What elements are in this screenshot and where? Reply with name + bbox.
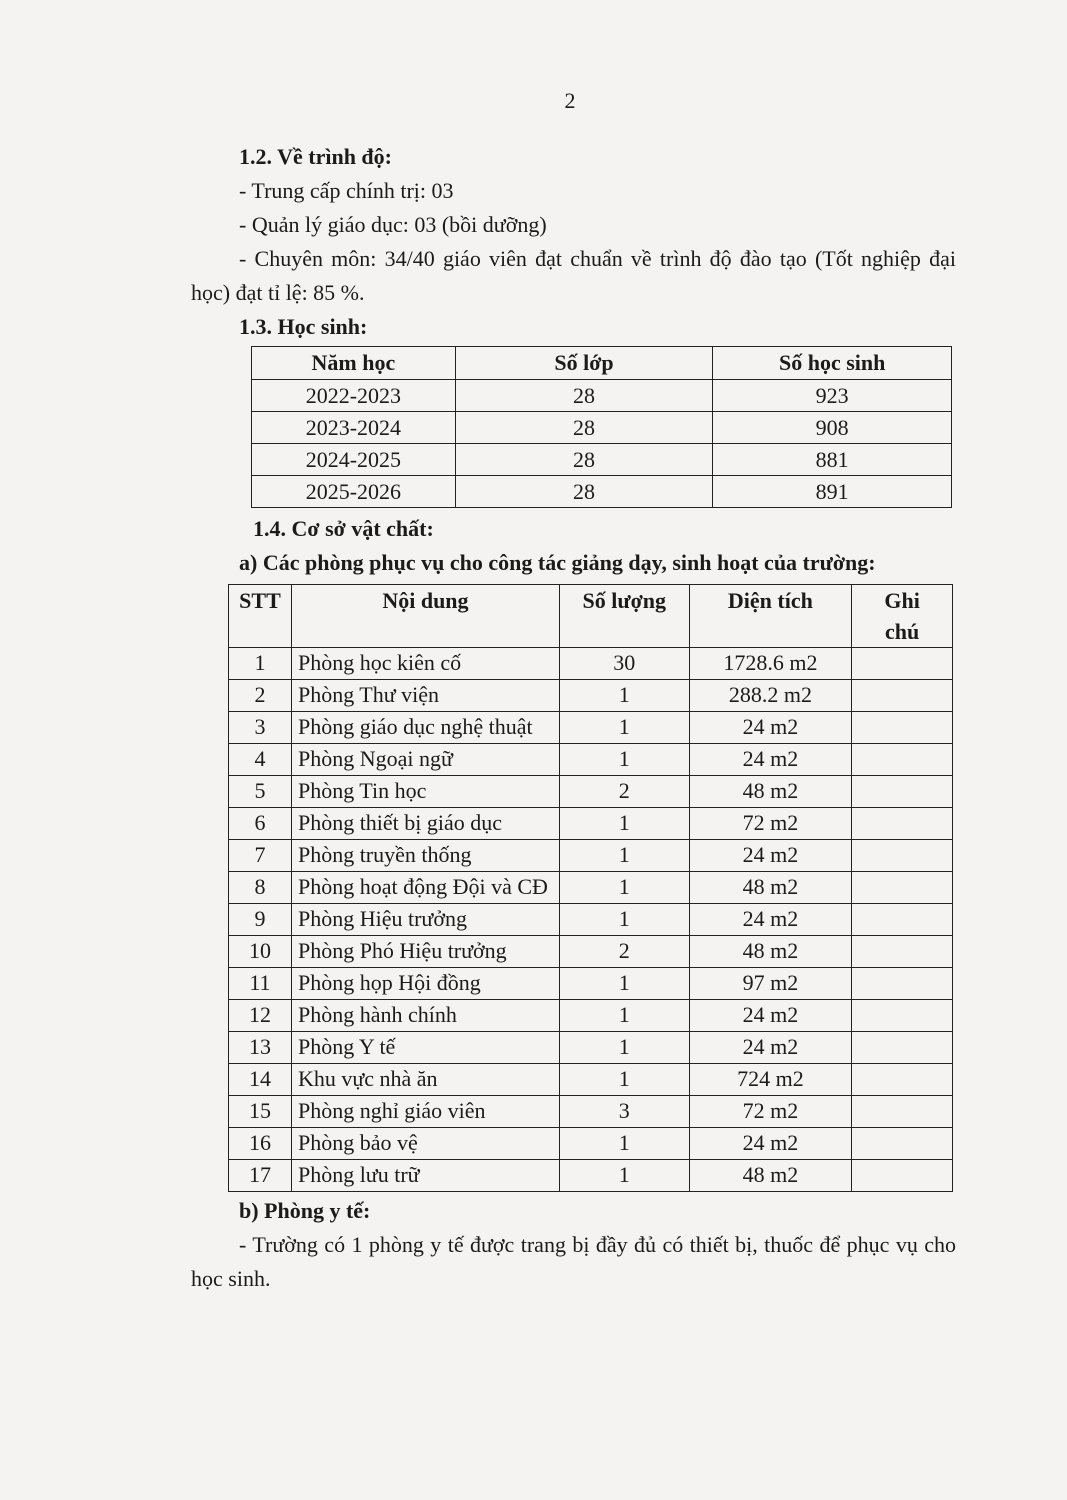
table-cell: 8	[229, 872, 292, 904]
qualification-line-3: - Chuyên môn: 34/40 giáo viên đạt chuẩn về trình độ đào tạo (Tốt nghiệp đại học) đạt tỉ lệ: 85 %.	[191, 246, 956, 305]
qualification-heading: 1.2. Về trình độ:	[239, 144, 392, 169]
table-cell	[852, 872, 953, 904]
table-cell: Phòng Thư viện	[291, 680, 559, 712]
table-cell: 1	[559, 1064, 689, 1096]
table-row	[229, 744, 953, 776]
table-cell: Phòng Phó Hiệu trưởng	[291, 936, 559, 968]
table-row	[229, 840, 953, 872]
table-cell: 724 m2	[689, 1064, 852, 1096]
table-cell: 1	[559, 1032, 689, 1064]
table-cell: 72 m2	[689, 1096, 852, 1128]
table-cell: 72 m2	[689, 808, 852, 840]
table-row	[229, 712, 953, 744]
table-cell: 10	[229, 936, 292, 968]
table-row	[252, 476, 952, 508]
table-cell: 3	[559, 1096, 689, 1128]
table-cell: 24 m2	[689, 744, 852, 776]
table-row	[229, 808, 953, 840]
table-cell: 2	[559, 936, 689, 968]
table-cell: Phòng giáo dục nghệ thuật	[291, 712, 559, 744]
table-cell	[852, 680, 953, 712]
table-cell: 24 m2	[689, 904, 852, 936]
table-cell: 1	[559, 808, 689, 840]
table-cell: 14	[229, 1064, 292, 1096]
table-cell: 12	[229, 1000, 292, 1032]
table-cell: 1	[559, 1000, 689, 1032]
table-cell: 24 m2	[689, 712, 852, 744]
table-cell: 1	[559, 1160, 689, 1192]
table-cell: 24 m2	[689, 840, 852, 872]
table-row	[252, 444, 952, 476]
table-row	[229, 648, 953, 680]
qualification-line-1: - Trung cấp chính trị: 03	[239, 178, 454, 203]
column-header: Nội dung	[291, 585, 559, 648]
table-row	[229, 904, 953, 936]
table-cell: Phòng bảo vệ	[291, 1128, 559, 1160]
column-header-text: Ghi chú	[884, 588, 920, 644]
table-cell: 15	[229, 1096, 292, 1128]
table-cell: 908	[713, 412, 952, 444]
table-cell: 24 m2	[689, 1128, 852, 1160]
table-cell: 97 m2	[689, 968, 852, 1000]
table-cell: 48 m2	[689, 1160, 852, 1192]
table-cell: 2024-2025	[252, 444, 456, 476]
table-row	[229, 1032, 953, 1064]
table-cell: Phòng Ngoại ngữ	[291, 744, 559, 776]
table-header-row	[229, 585, 953, 648]
table-cell: 1	[229, 648, 292, 680]
room-name-wrapped: Phòng hoạt động Đội và CĐ	[297, 874, 548, 899]
table-cell: 2	[559, 776, 689, 808]
table-cell: Phòng nghỉ giáo viên	[291, 1096, 559, 1128]
table-cell	[852, 808, 953, 840]
table-cell: 11	[229, 968, 292, 1000]
table-cell: 48 m2	[689, 776, 852, 808]
table-cell	[852, 968, 953, 1000]
table-cell: 1	[559, 872, 689, 904]
table-row	[229, 1160, 953, 1192]
table-cell: 48 m2	[689, 872, 852, 904]
table-cell	[852, 1128, 953, 1160]
table-cell: 48 m2	[689, 936, 852, 968]
table-cell: Phòng họp Hội đồng	[291, 968, 559, 1000]
table-cell: 28	[455, 380, 713, 412]
table-cell	[852, 648, 953, 680]
table-cell: 24 m2	[689, 1032, 852, 1064]
table-cell	[852, 1000, 953, 1032]
table-cell: 4	[229, 744, 292, 776]
table-cell: 7	[229, 840, 292, 872]
facilities-heading: 1.4. Cơ sở vật chất:	[253, 516, 434, 541]
table-cell	[852, 776, 953, 808]
column-header	[852, 585, 953, 648]
table-cell	[852, 1160, 953, 1192]
table-row	[252, 380, 952, 412]
column-header: Số học sinh	[713, 347, 952, 380]
table-cell: 881	[713, 444, 952, 476]
column-header: Số lượng	[559, 585, 689, 648]
column-header: Năm học	[252, 347, 456, 380]
table-cell: 2023-2024	[252, 412, 456, 444]
table-row	[229, 1096, 953, 1128]
table-row	[252, 412, 952, 444]
table-cell	[852, 1032, 953, 1064]
students-table	[251, 346, 952, 508]
table-cell: 28	[455, 412, 713, 444]
table-cell: Khu vực nhà ăn	[291, 1064, 559, 1096]
medical-heading: b) Phòng y tế:	[239, 1198, 371, 1223]
facilities-subheading: a) Các phòng phục vụ cho công tác giảng dạy, sinh hoạt của trường:	[239, 550, 876, 575]
column-header: STT	[229, 585, 292, 648]
table-cell	[852, 1096, 953, 1128]
table-cell	[852, 840, 953, 872]
table-cell: 1	[559, 744, 689, 776]
table-cell: 1	[559, 968, 689, 1000]
table-cell: 891	[713, 476, 952, 508]
table-cell	[852, 904, 953, 936]
rooms-table	[228, 584, 953, 1192]
table-cell: 1	[559, 1128, 689, 1160]
table-cell: 9	[229, 904, 292, 936]
table-cell: 28	[455, 444, 713, 476]
table-row	[229, 1064, 953, 1096]
table-row	[229, 968, 953, 1000]
table-cell: Phòng Y tế	[291, 1032, 559, 1064]
table-cell: 13	[229, 1032, 292, 1064]
page-number: 2	[564, 88, 576, 113]
column-header: Diện tích	[689, 585, 852, 648]
table-cell	[291, 872, 559, 904]
table-row	[229, 936, 953, 968]
table-cell: 5	[229, 776, 292, 808]
table-cell: 16	[229, 1128, 292, 1160]
table-cell: 28	[455, 476, 713, 508]
table-cell: Phòng Tin học	[291, 776, 559, 808]
table-cell: 3	[229, 712, 292, 744]
table-cell	[852, 936, 953, 968]
table-cell: 2025-2026	[252, 476, 456, 508]
table-row	[229, 776, 953, 808]
table-cell: 1	[559, 680, 689, 712]
table-cell: 2022-2023	[252, 380, 456, 412]
table-cell	[852, 712, 953, 744]
column-header: Số lớp	[455, 347, 713, 380]
table-row	[229, 1000, 953, 1032]
table-cell: 1	[559, 840, 689, 872]
table-row	[229, 680, 953, 712]
table-cell: Phòng học kiên cố	[291, 648, 559, 680]
table-cell: Phòng lưu trữ	[291, 1160, 559, 1192]
table-cell: Phòng hành chính	[291, 1000, 559, 1032]
table-cell: 923	[713, 380, 952, 412]
table-cell	[852, 1064, 953, 1096]
table-cell	[852, 744, 953, 776]
table-header-row	[252, 347, 952, 380]
table-cell: 2	[229, 680, 292, 712]
document-body	[191, 140, 956, 1296]
table-cell: 6	[229, 808, 292, 840]
table-cell: 288.2 m2	[689, 680, 852, 712]
table-cell: 30	[559, 648, 689, 680]
table-cell: 17	[229, 1160, 292, 1192]
qualification-line-2: - Quản lý giáo dục: 03 (bồi dưỡng)	[239, 212, 547, 237]
table-cell: 24 m2	[689, 1000, 852, 1032]
table-row	[229, 1128, 953, 1160]
students-heading: 1.3. Học sinh:	[239, 314, 368, 339]
medical-text: - Trường có 1 phòng y tế được trang bị đầy đủ có thiết bị, thuốc để phục vụ cho học sinh.	[191, 1232, 956, 1291]
table-cell: 1	[559, 712, 689, 744]
table-cell: Phòng thiết bị giáo dục	[291, 808, 559, 840]
table-row	[229, 872, 953, 904]
table-cell: Phòng Hiệu trưởng	[291, 904, 559, 936]
table-cell: Phòng truyền thống	[291, 840, 559, 872]
table-cell: 1	[559, 904, 689, 936]
table-cell: 1728.6 m2	[689, 648, 852, 680]
